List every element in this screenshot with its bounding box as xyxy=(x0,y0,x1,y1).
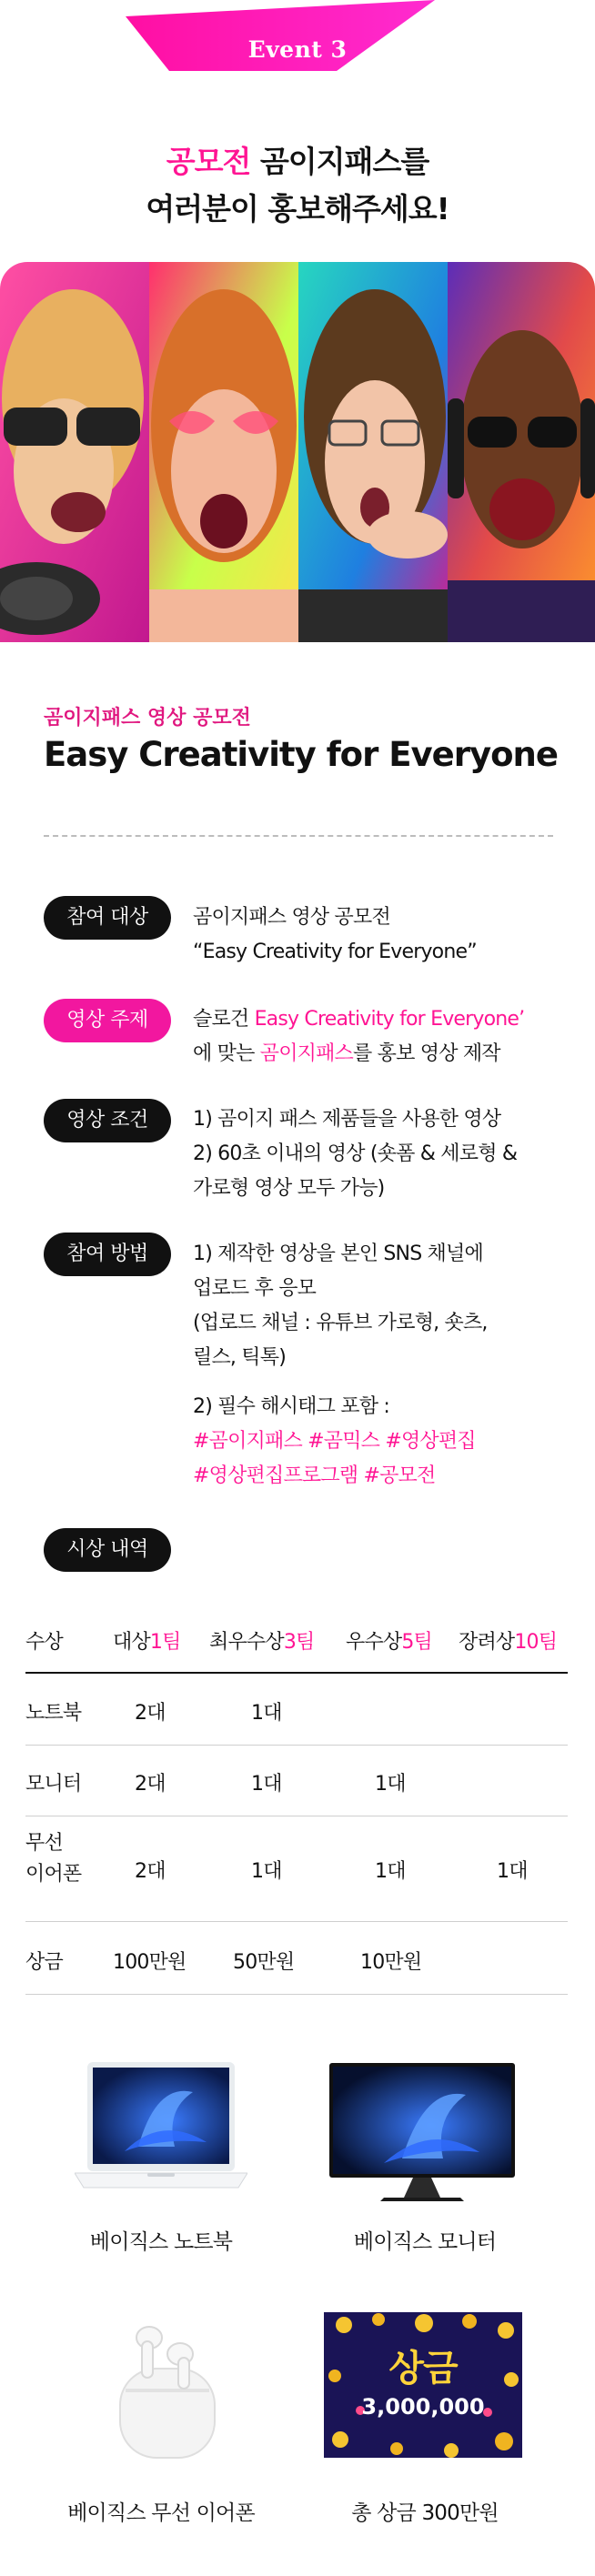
photo-man-sunglasses xyxy=(448,262,595,642)
target-line-1: 곰이지패스 영상 공모전 xyxy=(193,906,390,929)
hashtag: #공모전 xyxy=(363,1464,436,1487)
theme-description xyxy=(193,1002,575,1072)
pill-method: 참여 방법 xyxy=(44,1233,171,1276)
product-laptop-caption: 베이직스 노트북 xyxy=(89,2230,233,2254)
photo-redhead xyxy=(149,262,298,642)
conditions-line-2: 2) 60초 이내의 영상 (숏폼 & 세로형 & xyxy=(193,1142,518,1165)
row-cell: 1대 xyxy=(251,1702,282,1725)
hashtag-intro: 2) 필수 해시태그 포함 : xyxy=(193,1395,389,1418)
method-description xyxy=(193,1237,575,1494)
prize-money-title: 상금 xyxy=(388,2348,458,2390)
merit-label: 우수상 xyxy=(346,1631,402,1654)
row-label xyxy=(25,1828,81,1890)
prize-money-image xyxy=(324,2312,522,2458)
laptop-image xyxy=(75,2060,247,2202)
table-header-encourage xyxy=(459,1626,557,1655)
method-line-4: 릴스, 틱톡) xyxy=(193,1346,286,1369)
event-badge: Event 3 xyxy=(247,36,348,63)
monitor-image xyxy=(329,2063,515,2203)
pill-theme: 영상 주제 xyxy=(44,999,171,1042)
row-label: 상금 xyxy=(25,1951,63,1974)
product-monitor-caption: 베이직스 모니터 xyxy=(353,2230,497,2254)
product-earbuds-caption: 베이직스 무선 이어폰 xyxy=(67,2501,255,2525)
row-cell: 10만원 xyxy=(360,1951,422,1974)
conditions-line-3: 가로형 영상 모두 가능) xyxy=(193,1177,385,1200)
pill-conditions: 영상 조건 xyxy=(44,1099,171,1142)
earbuds-image xyxy=(107,2310,226,2461)
row-divider xyxy=(25,1994,568,1995)
hashtag: #곰이지패스 xyxy=(193,1430,302,1453)
conditions-description xyxy=(193,1102,575,1206)
row-cell: 1대 xyxy=(375,1773,406,1796)
hashtags-line-2 xyxy=(193,1459,575,1494)
target-line-2: “Easy Creativity for Everyone” xyxy=(193,941,477,963)
product-prize-caption: 총 상금 300만원 xyxy=(351,2501,499,2525)
row-cell: 50만원 xyxy=(233,1951,295,1974)
row-cell: 2대 xyxy=(135,1773,166,1796)
row-label-line-2: 이어폰 xyxy=(25,1863,82,1886)
headline-line-2: 여러분이 홍보해주세요! xyxy=(146,191,449,226)
prize-table xyxy=(0,1583,595,2001)
encourage-label: 장려상 xyxy=(459,1631,515,1654)
table-header-merit xyxy=(346,1626,432,1655)
row-cell: 2대 xyxy=(135,1860,166,1883)
encourage-count: 10팀 xyxy=(514,1631,558,1654)
conditions-line-1: 1) 곰이지 패스 제품들을 사용한 영상 xyxy=(193,1108,501,1131)
hashtags-line-1 xyxy=(193,1424,575,1459)
theme-line2-post: 를 홍보 영상 제작 xyxy=(353,1042,500,1065)
row-label: 모니터 xyxy=(25,1773,82,1796)
table-header-grand xyxy=(113,1626,181,1655)
prize-money-amount: 3,000,000 xyxy=(361,2394,485,2420)
photo-surprised-woman xyxy=(298,262,448,642)
method-line-3: (업로드 채널 : 유튜브 가로형, 숏츠, xyxy=(193,1312,488,1334)
row-divider xyxy=(25,1745,568,1746)
pill-target: 참여 대상 xyxy=(44,896,171,940)
theme-line-2 xyxy=(193,1037,575,1072)
row-label: 노트북 xyxy=(25,1702,82,1725)
grand-count: 1팀 xyxy=(149,1631,181,1654)
merit-count: 5팀 xyxy=(401,1631,433,1654)
target-description xyxy=(193,901,575,970)
table-header-award: 수상 xyxy=(25,1631,63,1654)
theme-brand: 곰이지패스 xyxy=(259,1042,354,1065)
row-cell: 100만원 xyxy=(113,1951,187,1974)
grand-label: 대상 xyxy=(113,1631,150,1654)
row-cell: 1대 xyxy=(251,1773,282,1796)
table-header-line xyxy=(25,1672,568,1674)
headline-rest: 곰이지패스를 xyxy=(250,144,429,179)
excellence-label: 최우수상 xyxy=(209,1631,284,1654)
contest-title: Easy Creativity for Everyone xyxy=(44,735,558,774)
hashtag: #영상편집 xyxy=(385,1430,476,1453)
table-header-excellence xyxy=(209,1626,314,1655)
headline-pink: 공모전 xyxy=(166,144,251,179)
dashed-divider xyxy=(44,835,553,837)
row-cell: 1대 xyxy=(251,1860,282,1883)
theme-line2-pre: 에 맞는 xyxy=(193,1042,260,1065)
row-label-line-1: 무선 xyxy=(25,1832,63,1855)
theme-slogan: Easy Creativity for Everyone’ xyxy=(254,1008,525,1031)
excellence-count: 3팀 xyxy=(283,1631,315,1654)
row-divider xyxy=(25,1921,568,1922)
pill-awards: 시상 내역 xyxy=(44,1528,171,1572)
method-line-2: 업로드 후 응모 xyxy=(193,1277,317,1300)
hashtag: #곰믹스 xyxy=(308,1430,380,1453)
method-line-1: 1) 제작한 영상을 본인 SNS 채널에 xyxy=(193,1243,483,1265)
row-cell: 1대 xyxy=(497,1860,528,1883)
row-cell: 1대 xyxy=(375,1860,406,1883)
theme-line1-pre: 슬로건 xyxy=(193,1008,255,1031)
hashtag: #영상편집프로그램 xyxy=(193,1464,358,1487)
photo-strip xyxy=(0,262,595,642)
row-cell: 2대 xyxy=(135,1702,166,1725)
contest-subtitle: 곰이지패스 영상 공모전 xyxy=(44,707,251,730)
photo-girl-sunglasses xyxy=(0,262,149,642)
headline-line-1 xyxy=(0,138,595,181)
theme-line-1 xyxy=(193,1002,575,1037)
